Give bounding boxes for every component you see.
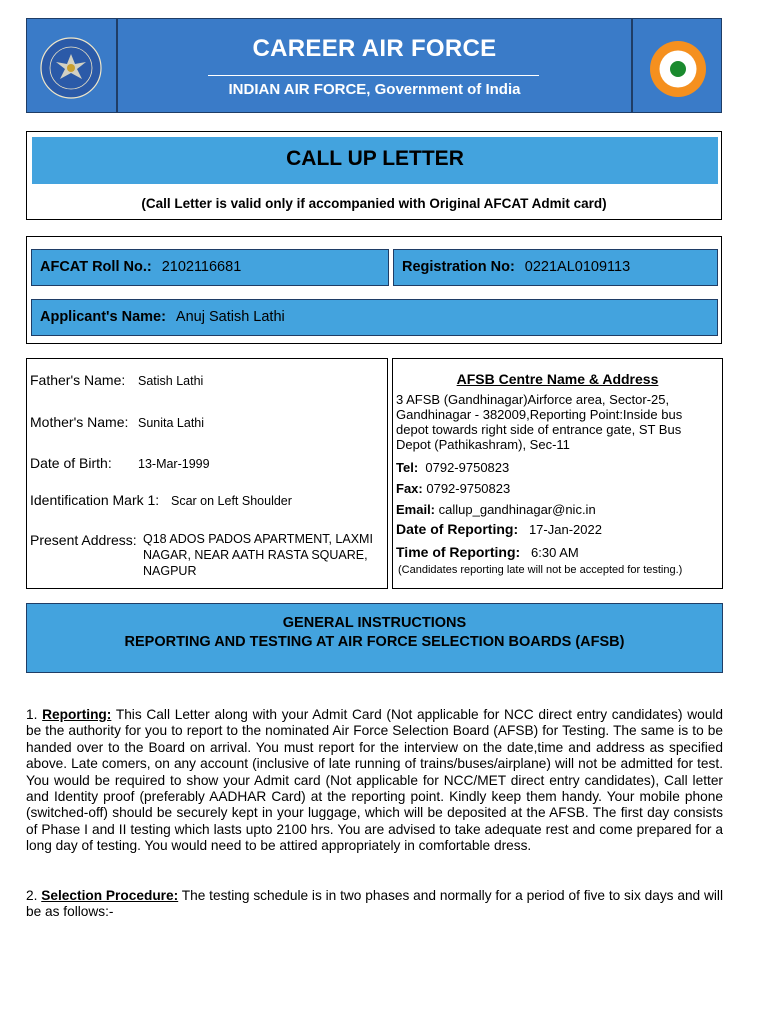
mother-name-value: Sunita Lathi bbox=[138, 416, 205, 430]
afsb-email-value[interactable]: callup_gandhinagar@nic.in bbox=[438, 502, 596, 517]
afsb-email-label: Email: bbox=[396, 502, 436, 517]
header-emblem-panel bbox=[26, 18, 117, 113]
father-name-label: Father's Name: bbox=[30, 372, 126, 388]
afsb-tel-value: 0792-9750823 bbox=[425, 460, 510, 475]
page-subtitle: INDIAN AIR FORCE, Government of India bbox=[228, 81, 521, 98]
applicant-name-value: Anuj Satish Lathi bbox=[175, 309, 285, 325]
applicant-name-field bbox=[31, 299, 718, 336]
late-reporting-note: (Candidates reporting late will not be accepted for testing.) bbox=[398, 564, 683, 576]
registration-number-value: 0221AL0109113 bbox=[524, 259, 631, 275]
call-letter-section bbox=[26, 131, 722, 220]
present-address-label: Present Address: bbox=[30, 532, 137, 548]
call-letter-note: (Call Letter is valid only if accompanied with Original AFCAT Admit card) bbox=[141, 196, 607, 211]
mother-name-label: Mother's Name: bbox=[30, 414, 129, 430]
header-roundel-panel bbox=[632, 18, 722, 113]
afsb-tel-label: Tel: bbox=[396, 460, 419, 475]
afsb-heading: AFSB Centre Name & Address bbox=[456, 371, 659, 387]
instructions-subheading: REPORTING AND TESTING AT AIR FORCE SELECTION BOARDS (AFSB) bbox=[124, 634, 625, 650]
applicant-name-label: Applicant's Name: bbox=[40, 309, 166, 325]
paragraph-text: This Call Letter along with your Admit Card (Not applicable for NCC direct entry candidates) would be the authority for you to report to the nominated Air Force Selection Board (AFSB) for Testing. The same is to be handed over to the Board on arrival. You must report for the interview on the date,time and address as specified above. Late comers, on any account (inclusive of late running of trains/buses/airplane) will not be admitted for test. You would be required to show your Admit card (Not applicable for NCC/MET direct entry candidates), Call letter and Identity proof (preferably AADHAR Card) at the reporting point. Kindly keep them handy. Your mobile phone (switched-off) should be securely kept in your luggage, which will be deposited at the AFSB. The first day consists of Phase I and II testing which lasts upto 2100 hrs. You are advised to take adequate rest and come prepared for a long day of testing. You would need to be attired appropriately in comfortable dress. bbox=[26, 707, 724, 854]
afsb-address: 3 AFSB (Gandhinagar)Airforce area, Sector-25, Gandhinagar - 382009,Reporting Point:Inside bus depot towards right side of entrance gate, ST Bus Depot (Pathikashram), Sec-11 bbox=[396, 392, 683, 452]
afsb-reporting-time bbox=[396, 544, 579, 560]
afsb-fax bbox=[396, 481, 510, 496]
paragraph-text: The testing schedule is in two phases and normally for a period of five to six days and will be as follows:- bbox=[26, 888, 723, 920]
reporting-time-value: 6:30 AM bbox=[531, 545, 579, 560]
identification-mark-value: Scar on Left Shoulder bbox=[171, 494, 292, 508]
present-address-value: Q18 ADOS PADOS APARTMENT, LAXMI NAGAR, NEAR AATH RASTA SQUARE, NAGPUR bbox=[143, 532, 373, 578]
afsb-fax-label: Fax: bbox=[396, 481, 423, 496]
registration-number-field bbox=[393, 249, 718, 286]
instruction-paragraph-selection bbox=[26, 888, 723, 921]
identification-mark-label: Identification Mark 1: bbox=[30, 492, 160, 508]
dob-label: Date of Birth: bbox=[30, 455, 112, 471]
instruction-paragraph-reporting bbox=[26, 707, 723, 855]
paragraph-number: 1. bbox=[26, 707, 38, 722]
paragraph-title: Selection Procedure: bbox=[41, 888, 179, 903]
instructions-heading: GENERAL INSTRUCTIONS bbox=[282, 615, 467, 631]
header-title-panel bbox=[117, 18, 632, 113]
paragraph-number: 2. bbox=[26, 888, 38, 903]
roll-number-label: AFCAT Roll No.: bbox=[40, 259, 152, 275]
reporting-date-label: Date of Reporting: bbox=[396, 521, 519, 537]
afsb-tel bbox=[396, 460, 509, 475]
header-divider bbox=[208, 75, 539, 76]
registration-number-label: Registration No: bbox=[402, 259, 515, 275]
iaf-emblem-icon bbox=[40, 37, 102, 99]
afsb-fax-value: 0792-9750823 bbox=[426, 481, 511, 496]
page-title: CAREER AIR FORCE bbox=[252, 35, 497, 62]
roundel-icon bbox=[650, 41, 706, 97]
father-name-value: Satish Lathi bbox=[138, 374, 204, 388]
paragraph-title: Reporting: bbox=[42, 707, 112, 722]
afsb-reporting-date bbox=[396, 521, 602, 537]
afsb-email bbox=[396, 502, 596, 517]
afsb-centre-section bbox=[392, 358, 723, 589]
dob-value: 13-Mar-1999 bbox=[138, 457, 210, 471]
call-letter-title: CALL UP LETTER bbox=[32, 137, 718, 184]
roll-number-field bbox=[31, 249, 389, 286]
reporting-time-label: Time of Reporting: bbox=[396, 544, 521, 560]
applicant-ids-section bbox=[26, 236, 722, 344]
roll-number-value: 2102116681 bbox=[161, 259, 242, 275]
general-instructions-banner bbox=[26, 603, 723, 673]
reporting-date-value: 17-Jan-2022 bbox=[528, 522, 602, 537]
personal-details-section bbox=[26, 358, 388, 589]
